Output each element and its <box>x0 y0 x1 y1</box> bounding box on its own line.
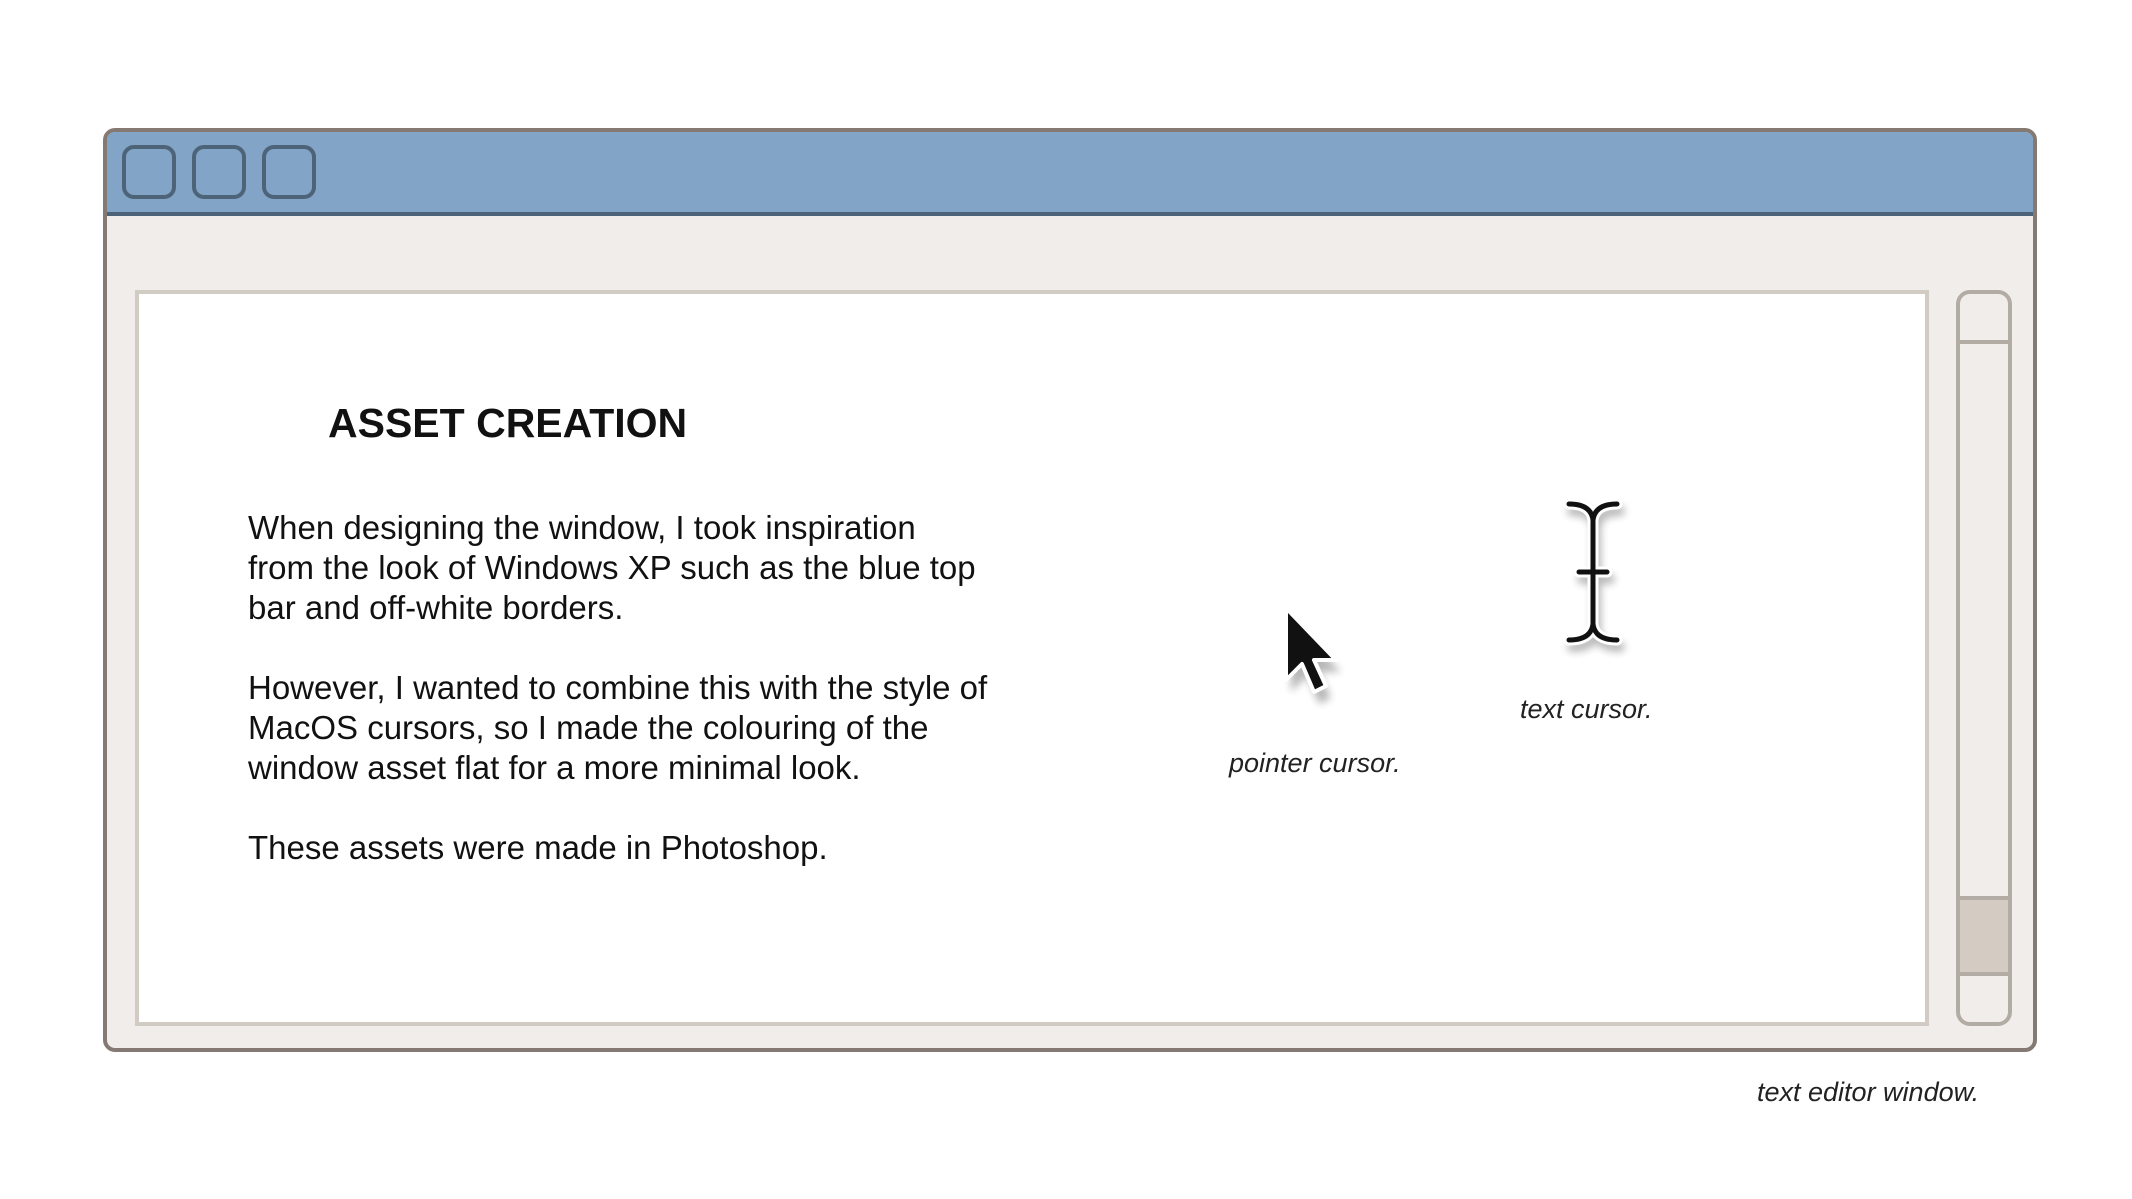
scroll-thumb[interactable] <box>1960 896 2008 976</box>
text-cursor-icon <box>1553 492 1633 652</box>
page-title: ASSET CREATION <box>328 400 688 446</box>
body-text <box>248 508 988 908</box>
window-caption: text editor window. <box>1757 1077 1980 1107</box>
paragraph: However, I wanted to combine this with the style of MacOS cursors, so I made the colouring of the window asset flat for a more minimal look. <box>248 669 988 786</box>
window-button-1[interactable] <box>122 145 176 199</box>
text-cursor-caption: text cursor. <box>1520 694 1653 724</box>
scroll-up-button[interactable] <box>1960 294 2008 344</box>
scrollbar[interactable] <box>1956 290 2012 1026</box>
pointer-cursor-caption: pointer cursor. <box>1229 748 1401 778</box>
paragraph: When designing the window, I took inspiration from the look of Windows XP such as the blue top bar and off-white borders. <box>248 509 976 626</box>
title-bar[interactable] <box>107 132 2033 216</box>
window-button-2[interactable] <box>192 145 246 199</box>
pointer-cursor-icon <box>1268 600 1358 710</box>
window-button-3[interactable] <box>262 145 316 199</box>
paragraph: These assets were made in Photoshop. <box>248 829 828 866</box>
